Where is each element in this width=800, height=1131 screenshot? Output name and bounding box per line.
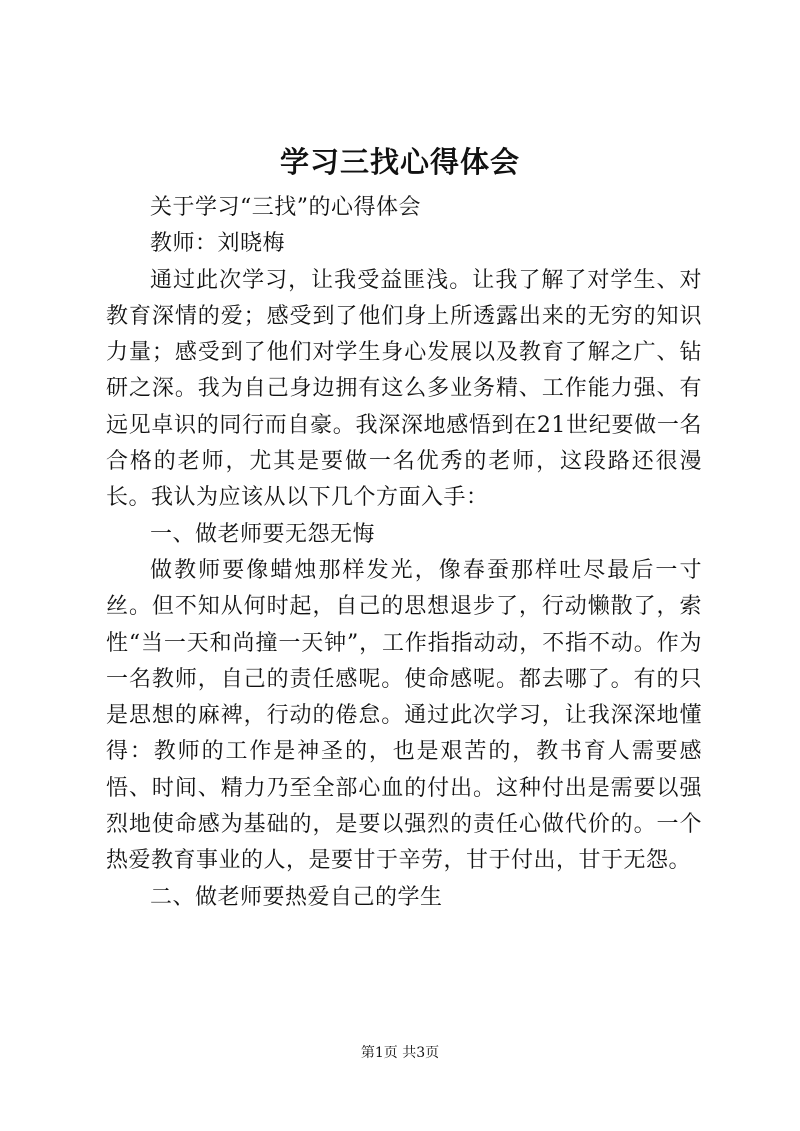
page-footer: 第1页 共3页 — [360, 1045, 440, 1061]
section-heading-1: 一、做老师要无怨无悔 — [150, 521, 376, 547]
document-body — [106, 190, 702, 916]
author-paragraph: 教师：刘晓梅 — [150, 231, 286, 257]
section-paragraph-1: 做教师要像蜡烛那样发光，像春蚕那样吐尽最后一寸丝。但不知从何时起，自己的思想退步了，行动懒散了，索性“当一天和尚撞一天钟”，工作指指动动，不指不动。作为一名教师，自己的责任感呢。使命感呢。都去哪了。有的只是思想的麻裨，行动的倦怠。通过此次学习，让我深深地懂得：教师的工作是神圣的，也是艰苦的，教书育人需要感悟、时间、精力乃至全部心血的付出。这种付出是需要以强烈地使命感为基础的，是要以强烈的责任心做代价的。一个热爱教育事业的人，是要甘于辛劳，甘于付出，甘于无怨。 — [106, 557, 702, 874]
section-heading-2: 二、做老师要热爱自己的学生 — [150, 884, 443, 910]
intro-paragraph: 通过此次学习，让我受益匪浅。让我了解了对学生、对教育深情的爱；感受到了他们身上所透露出来的无穷的知识力量；感受到了他们对学生身心发展以及教育了解之广、钻研之深。我为自己身边拥有这么多业务精、工作能力强、有远见卓识的同行而自豪。我深深地感悟到在21世纪要做一名合格的老师，尤其是要做一名优秀的老师，这段路还很漫长。我认为应该从以下几个方面入手： — [106, 267, 702, 511]
document-title: 学习三找心得体会 — [279, 145, 520, 179]
subtitle-paragraph: 关于学习“三找”的心得体会 — [150, 195, 421, 220]
